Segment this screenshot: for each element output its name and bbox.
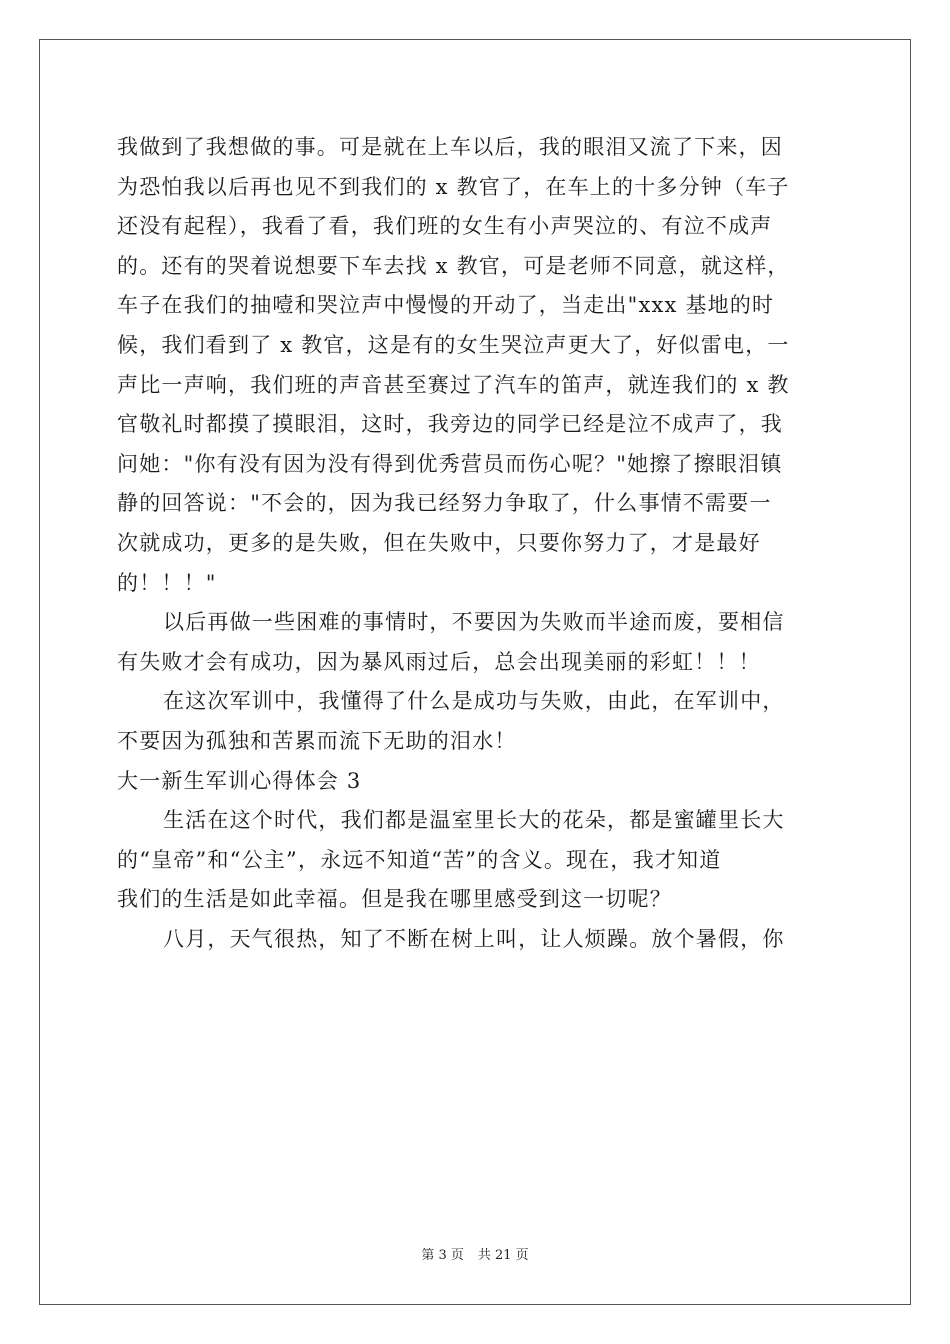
text-line: 候，我们看到了 x 教官，这是有的女生哭泣声更大了，好似雷电，一 xyxy=(117,332,790,357)
document-body xyxy=(117,128,837,959)
text-line: 的。还有的哭着说想要下车去找 x 教官，可是老师不同意，就这样， xyxy=(117,253,790,278)
text-line: 静的回答说："不会的，因为我已经努力争取了，什么事情不需要一 xyxy=(117,491,772,516)
section-heading: 大一新生军训心得体会 3 xyxy=(117,768,362,793)
text-line: 还没有起程），我看了看，我们班的女生有小声哭泣的、有泣不成声 xyxy=(117,214,773,239)
page-footer xyxy=(0,1244,950,1263)
text-line: 不要因为孤独和苦累而流下无助的泪水！ xyxy=(117,728,517,753)
text-line: 问她："你有没有因为没有得到优秀营员而伤心呢？"她擦了擦眼泪镇 xyxy=(117,451,783,476)
text-line: 有失败才会有成功，因为暴风雨过后，总会出现美丽的彩虹！！！ xyxy=(117,649,761,674)
page-number: 第 3 页 xyxy=(421,1248,464,1263)
text-line: 官敬礼时都摸了摸眼泪，这时，我旁边的同学已经是泣不成声了，我 xyxy=(117,412,783,437)
paragraph-start-line: 以后再做一些困难的事情时，不要因为失败而半途而废，要相信 xyxy=(163,610,785,635)
text-line: 为恐怕我以后再也见不到我们的 x 教官了，在车上的十多分钟（车子 xyxy=(117,174,790,199)
text-line: 声比一声响，我们班的声音甚至赛过了汽车的笛声，就连我们的 x 教 xyxy=(117,372,790,397)
text-line: 我做到了我想做的事。可是就在上车以后，我的眼泪又流了下来，因 xyxy=(117,135,783,159)
text-line: 的“皇帝”和“公主”，永远不知道“苦”的含义。现在，我才知道 xyxy=(117,847,722,872)
page-total: 共 21 页 xyxy=(477,1248,529,1263)
paragraph-start-line: 生活在这个时代，我们都是温室里长大的花朵，都是蜜罐里长大 xyxy=(163,808,785,833)
text-line: 车子在我们的抽噎和哭泣声中慢慢的开动了，当走出"xxx 基地的时 xyxy=(117,293,775,318)
text-line: 次就成功，更多的是失败，但在失败中，只要你努力了，才是最好 xyxy=(117,530,761,555)
text-line: 我们的生活是如此幸福。但是我在哪里感受到这一切呢？ xyxy=(117,887,672,912)
text-line: 的！！！" xyxy=(117,570,217,595)
paragraph-start-line: 在这次军训中，我懂得了什么是成功与失败，由此，在军训中， xyxy=(163,689,785,714)
paragraph-start-line: 八月，天气很热，知了不断在树上叫，让人烦躁。放个暑假，你 xyxy=(163,926,785,951)
